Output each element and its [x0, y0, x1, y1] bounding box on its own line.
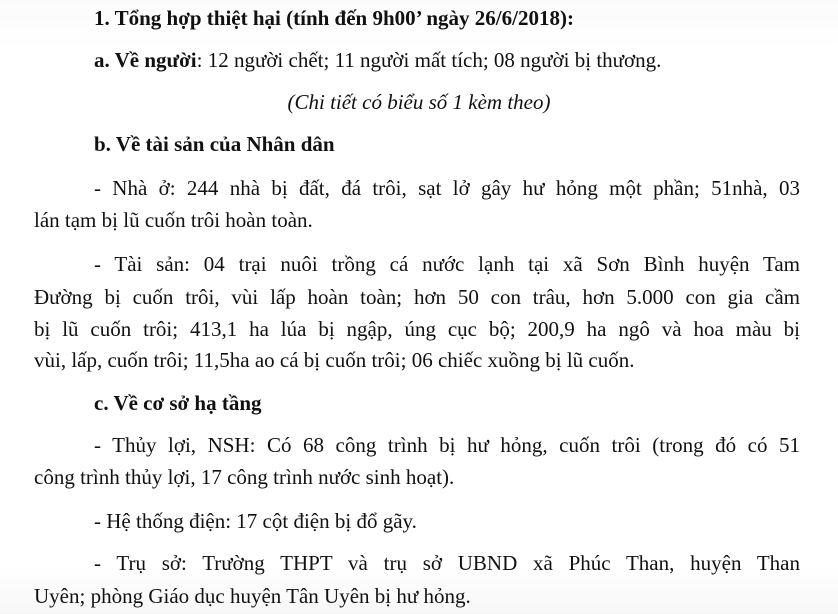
assets-paragraph-line: bị lũ cuốn trôi; 413,1 ha lúa bị ngập, úng cục bộ; 200,9 ha ngô và hoa màu bị [34, 317, 800, 341]
assets-paragraph-line: vùi, lấp, cuốn trôi; 11,5ha ao cá bị cuốn trôi; 06 chiếc xuồng bị lũ cuốn. [34, 348, 635, 372]
assets-paragraph-line: Đường bị cuốn trôi, vùi lấp hoàn toàn; hơn 50 con trâu, hơn 5.000 con gia cầm [34, 285, 800, 309]
section-a-people [94, 50, 661, 71]
offices-paragraph-line: Uyên; phòng Giáo dục huyện Tân Uyên bị hư hỏng. [34, 584, 471, 608]
appendix-note: (Chi tiết có biểu số 1 kèm theo) [287, 90, 551, 114]
power-system-paragraph: - Hệ thống điện: 17 cột điện bị đổ gãy. [94, 509, 417, 533]
section-a-label: a. Về người [94, 48, 197, 72]
irrigation-paragraph-line: công trình thủy lợi, 17 công trình nước sinh hoạt). [34, 465, 455, 489]
section-c-title: c. Về cơ sở hạ tầng [94, 391, 262, 415]
section-b-title: b. Về tài sản của Nhân dân [94, 132, 335, 156]
housing-paragraph-line: - Nhà ở: 244 nhà bị đất, đá trôi, sạt lở gây hư hỏng một phần; 51nhà, 03 [94, 176, 800, 200]
assets-paragraph-line: - Tài sản: 04 trại nuôi trồng cá nước lạnh tại xã Sơn Bình huyện Tam [94, 252, 800, 276]
housing-paragraph-line: lán tạm bị lũ cuốn trôi hoàn toàn. [34, 208, 313, 232]
offices-paragraph-line: - Trụ sở: Trường THPT và trụ sở UBND xã Phúc Than, huyện Than [94, 551, 800, 575]
section-a-text: : 12 người chết; 11 người mất tích; 08 người bị thương. [196, 48, 662, 72]
irrigation-paragraph-line: - Thủy lợi, NSH: Có 68 công trình bị hư hỏng, cuốn trôi (trong đó có 51 [94, 433, 800, 457]
report-heading: 1. Tổng hợp thiệt hại (tính đến 9h00’ ngày 26/6/2018): [94, 6, 574, 30]
